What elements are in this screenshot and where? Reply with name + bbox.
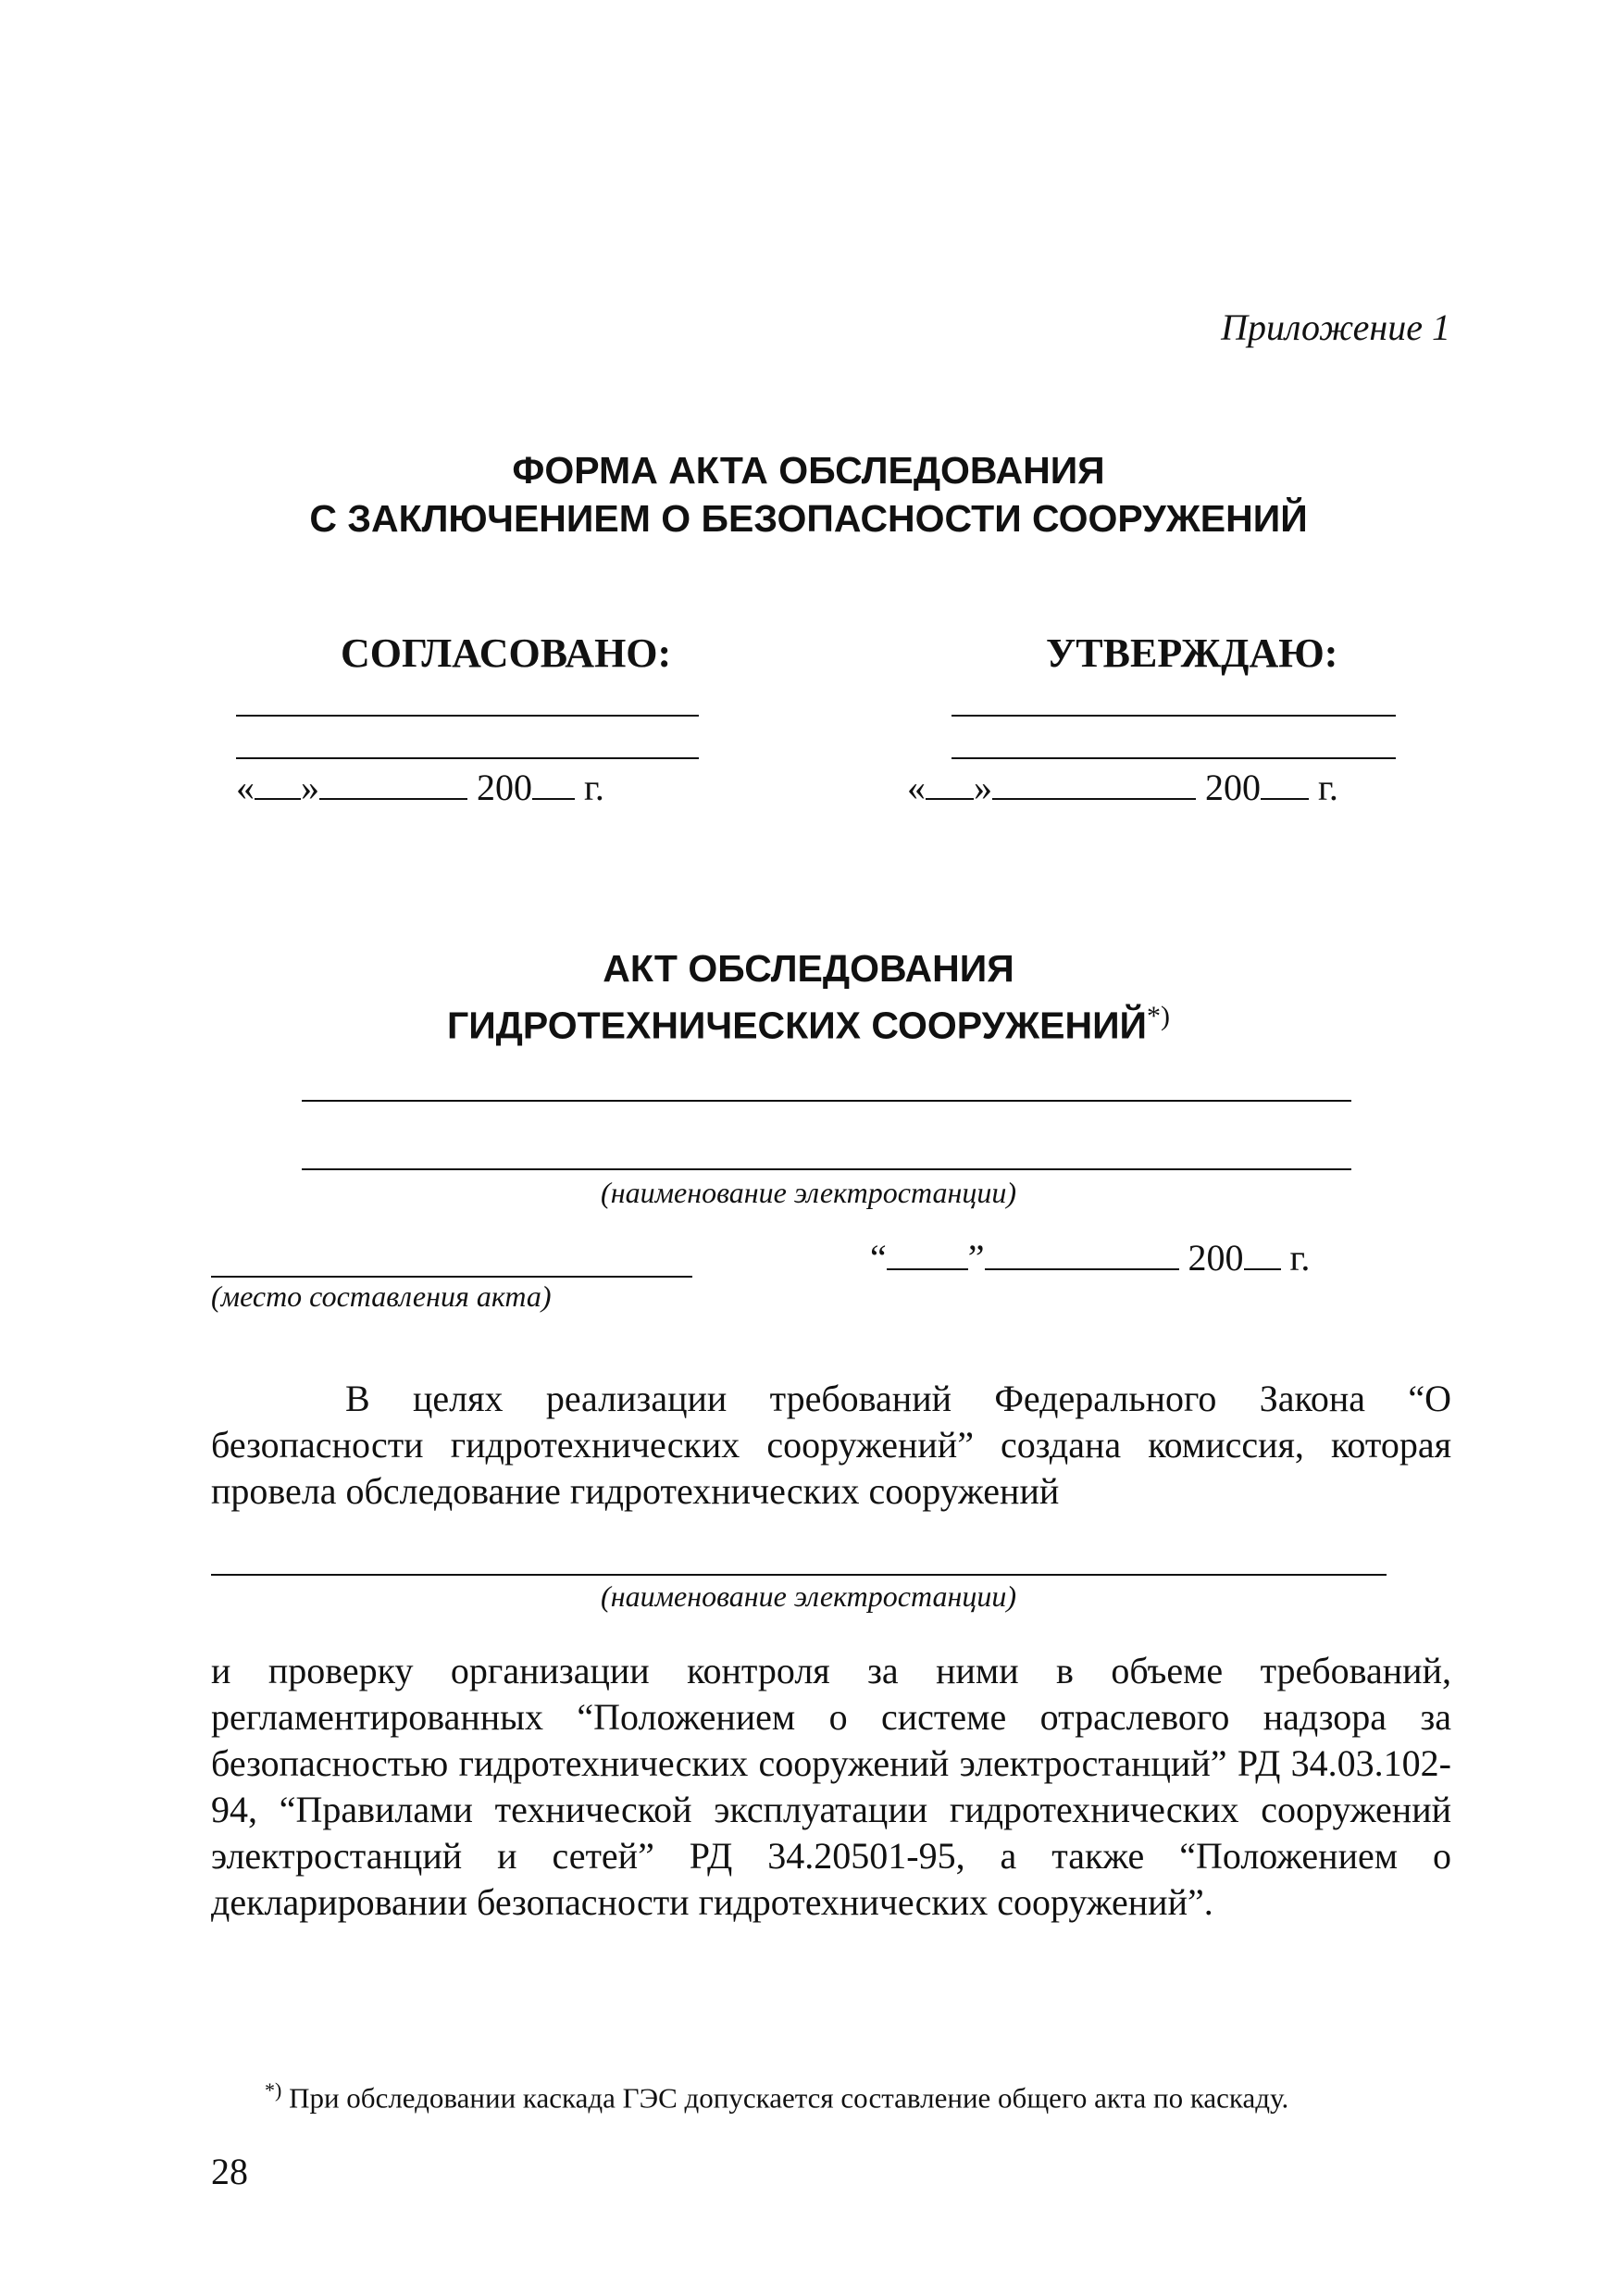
- act-title-line-2-text: ГИДРОТЕХНИЧЕСКИХ СООРУЖЕНИЙ: [446, 1004, 1148, 1047]
- footnote-text: При обследовании каскада ГЭС допускается составление общего акта по каскаду.: [289, 2081, 1289, 2115]
- agreed-date-row: [236, 765, 604, 808]
- body-paragraph-1-text: В целях реализации требований Федерального Закона “О безопасности гидротехнических сооружений” создана комиссия, которая провела обследование гидротехнических сооружений: [211, 1378, 1451, 1512]
- act-date-month-field[interactable]: [985, 1235, 1179, 1270]
- form-title-line-1: ФОРМА АКТА ОБСЛЕДОВАНИЯ: [512, 449, 1105, 492]
- act-title: [0, 944, 1617, 1050]
- plant-name-line-2[interactable]: [302, 1168, 1351, 1170]
- body-paragraph-2: и проверку организации контроля за ними в объеме требований, регламентированных “Положением о системе отраслевого надзора за безопасностью гидротехнических сооружений электростанций” РД 34.03.102-94, “Правилами технической эксплуатации гидротехнических сооружений электростанций и сетей” РД 34.20501-95, а также “Положением о декларировании безопасности гидротехнических сооружений”.: [211, 1650, 1451, 1923]
- page-number: 28: [211, 2151, 248, 2192]
- place-caption: (место составления акта): [211, 1279, 552, 1313]
- form-title-line-2: С ЗАКЛЮЧЕНИЕМ О БЕЗОПАСНОСТИ СООРУЖЕНИЙ: [309, 497, 1308, 540]
- approve-signature-line-2[interactable]: [952, 757, 1396, 759]
- approve-date-year-field[interactable]: [1261, 765, 1309, 800]
- approve-date-open-quote: «: [907, 767, 926, 808]
- approve-date-day-field[interactable]: [926, 765, 974, 800]
- plant-name-line-1[interactable]: [302, 1100, 1351, 1102]
- act-date-day-field[interactable]: [887, 1235, 968, 1270]
- agreed-date-day-field[interactable]: [255, 765, 301, 800]
- agreed-signature-line-2[interactable]: [236, 757, 699, 759]
- agreed-signature-line-1[interactable]: [236, 715, 699, 717]
- agreed-date-year-field[interactable]: [532, 765, 575, 800]
- plant-name-line-3[interactable]: [211, 1574, 1387, 1576]
- form-title: [0, 446, 1617, 543]
- act-date-close-quote: ”: [967, 1237, 985, 1279]
- approve-date-close-quote: »: [974, 767, 992, 808]
- approve-date-year: 200: [1205, 767, 1261, 808]
- act-date-row: [870, 1235, 1310, 1279]
- plant-name-caption-2: (наименование электростанции): [601, 1579, 1016, 1613]
- approve-label: УТВЕРЖДАЮ:: [1046, 630, 1338, 676]
- approve-date-suffix: г.: [1318, 767, 1338, 808]
- agreed-date-close-quote: »: [301, 767, 319, 808]
- agreed-date-month-field[interactable]: [319, 765, 467, 800]
- footnote-mark: *): [265, 2078, 282, 2102]
- agreed-date-open-quote: «: [236, 767, 255, 808]
- appendix-label: Приложение 1: [1221, 306, 1450, 348]
- act-title-line-1: АКТ ОБСЛЕДОВАНИЯ: [603, 947, 1014, 990]
- act-date-year-field[interactable]: [1244, 1235, 1281, 1270]
- act-title-line-2: [0, 992, 1617, 1050]
- approve-date-month-field[interactable]: [992, 765, 1196, 800]
- act-date-suffix: г.: [1289, 1237, 1311, 1279]
- place-line[interactable]: [211, 1276, 692, 1278]
- agreed-label: СОГЛАСОВАНО:: [341, 630, 672, 676]
- footnote: [265, 2074, 1288, 2115]
- act-title-footnote-mark: *): [1147, 1001, 1171, 1031]
- plant-name-caption: (наименование электростанции): [601, 1176, 1016, 1209]
- act-date-open-quote: “: [870, 1237, 887, 1279]
- agreed-date-suffix: г.: [584, 767, 604, 808]
- body-paragraph-1: [211, 1376, 1451, 1515]
- approve-signature-line-1[interactable]: [952, 715, 1396, 717]
- agreed-date-year: 200: [477, 767, 532, 808]
- approve-date-row: [907, 765, 1338, 808]
- act-date-year: 200: [1188, 1237, 1244, 1279]
